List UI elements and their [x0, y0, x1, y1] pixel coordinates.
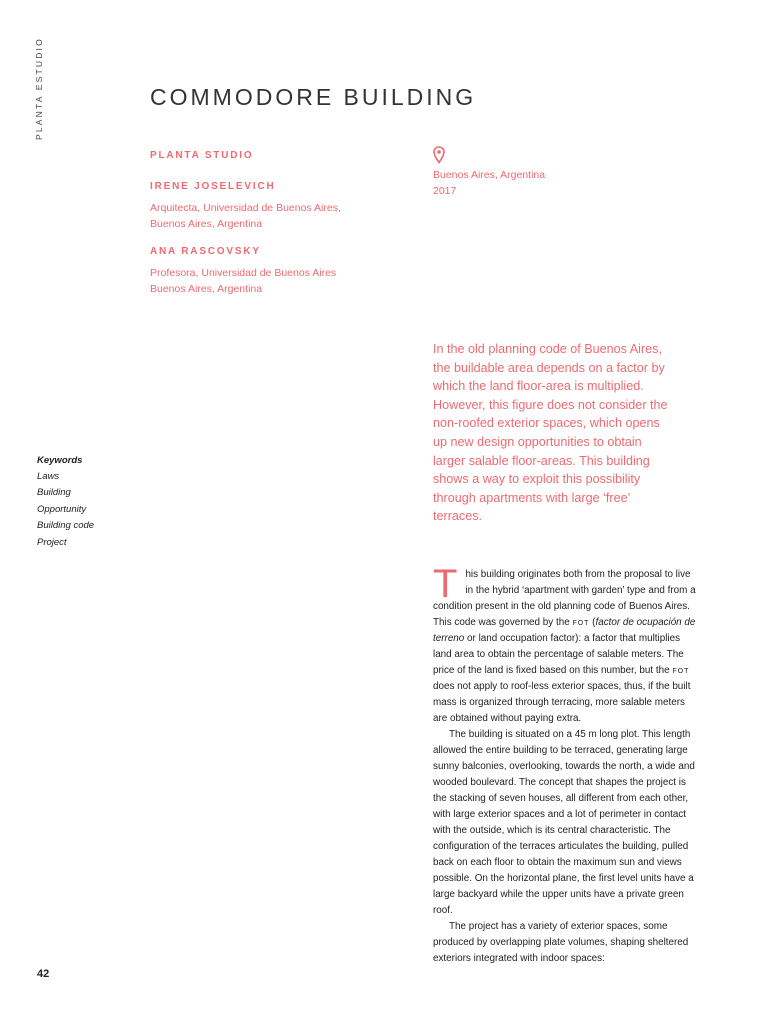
body-paragraph: The project has a variety of exterior spaces, some produced by overlapping plate volumes, shaping sheltered exteriors integrated with indoor spaces: [433, 921, 689, 964]
article-title: COMMODORE BUILDING [150, 84, 477, 110]
author-affiliation: Arquitecta, Universidad de Buenos Aires, Buenos Aires, Argentina [150, 202, 341, 230]
location-block [433, 146, 545, 199]
keyword-item: Opportunity [37, 503, 87, 515]
abstract: In the old planning code of Buenos Aires, the buildable area depends on a factor by which the land floor-area is multiplied. However, this figure does not consider the non-roofed exterior spaces, which opens up new design opportunities to obtain larger salable floor-areas. This building shows a way to exploit this possibility through apartments with large ‘free’ terraces. [433, 342, 668, 524]
author-block [150, 150, 390, 311]
page-number: 42 [37, 968, 50, 980]
abbreviation: fot [672, 665, 690, 676]
italic-term: factor de ocupación de terreno [433, 617, 696, 644]
keywords-title: Keywords [37, 455, 83, 466]
location-place: Buenos Aires, Argentina [433, 169, 546, 181]
author-affiliation: Profesora, Universidad de Buenos Aires Buenos Aires, Argentina [150, 267, 337, 295]
keyword-item: Laws [37, 471, 60, 482]
body-paragraph: This building originates both from the proposal to live in the hybrid ‘apartment with garden’ type and from a condition present in the old planning code of Buenos Aires. This code was governed by the fot (factor de ocupación de terreno or land occupation factor): a factor that multiplies land area to obtain the percentage of salable meters. The price of the land is fixed based on this number, but the fot does not apply to roof-less exterior spaces, thus, if the built mass is organized through terracing, more salable meters are obtained without paying extra. [433, 562, 696, 724]
body-text [433, 562, 696, 967]
journal-side-label: PLANTA ESTUDIO [34, 37, 44, 140]
keywords-block [37, 455, 94, 551]
location-year: 2017 [433, 185, 457, 197]
body-paragraph: The building is situated on a 45 m long plot. This length allowed the entire building to be terraced, generating large sunny balconies, overlooking, towards the north, a wide and wooded boulevard. The concept that shapes the project is the stacking of seven houses, all different from each other, with large exterior spaces and a lot of perimeter in contact with the outside, which is its central characteristic. The configuration of the terraces articulates the building, pulled back on each floor to obtain the maximum sun and views possible. On the horizontal plane, the first level units have a large backyard while the upper units have a private green roof. [433, 729, 695, 916]
keyword-item: Building [37, 487, 71, 499]
author-name: IRENE JOSELEVICH [150, 181, 276, 192]
author-name: ANA RASCOVSKY [150, 246, 261, 257]
organization-name: PLANTA STUDIO [150, 150, 254, 161]
keyword-item: Building code [37, 520, 95, 532]
abbreviation: fot [572, 617, 590, 628]
keyword-item: Project [37, 536, 67, 548]
drop-cap: T [433, 562, 458, 606]
location-pin-icon [433, 146, 445, 164]
